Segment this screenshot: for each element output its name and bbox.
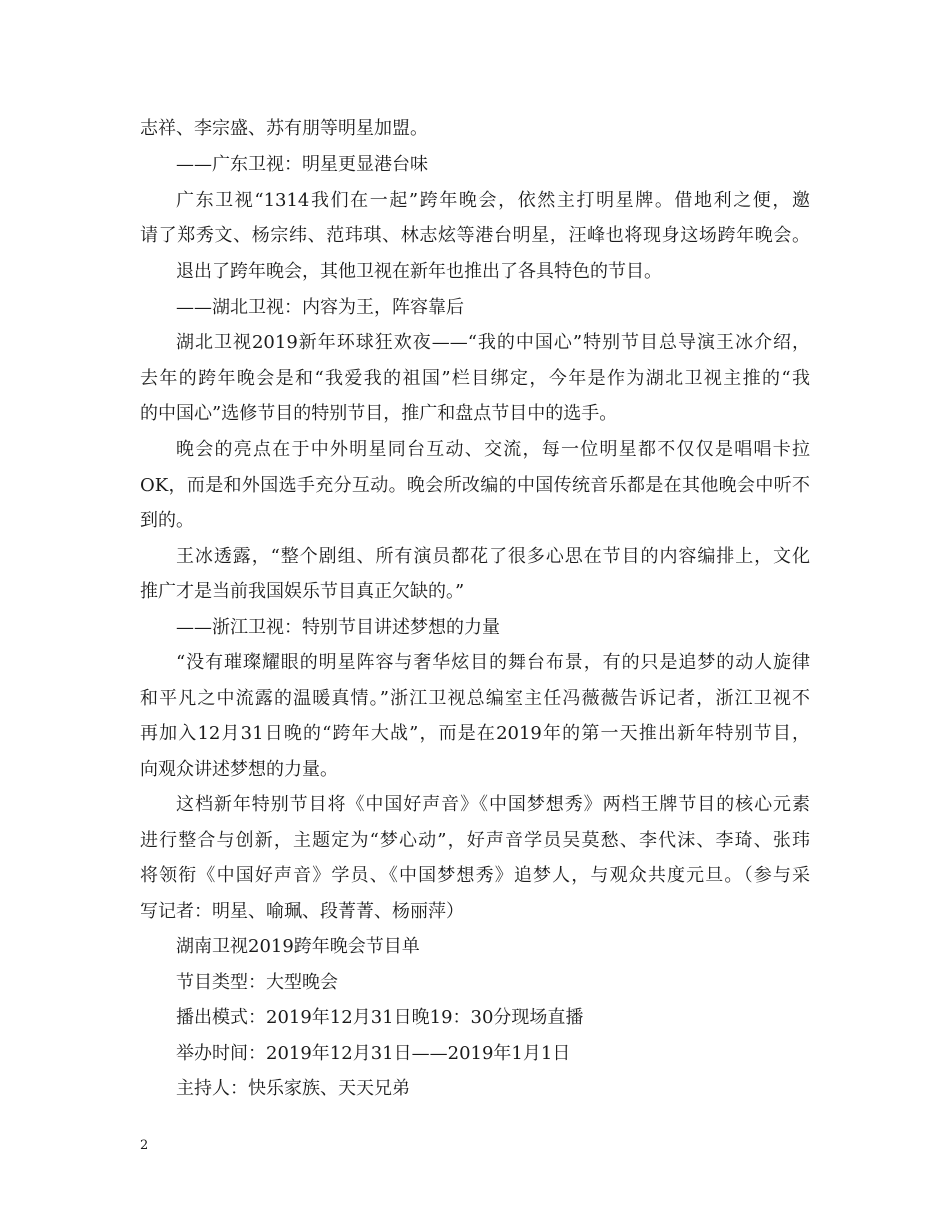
section-heading: ——浙江卫视：特别节目讲述梦想的力量 [176, 617, 500, 638]
program-type: 节目类型：大型晚会 [176, 972, 338, 993]
broadcast-mode: 播出模式：2019年12月31日晚19：30分现场直播 [176, 1007, 584, 1028]
text-line: 的中国心”选修节目的特别节目，推广和盘点节目中的选手。 [140, 403, 618, 424]
text-line: 向观众讲述梦想的力量。 [140, 759, 338, 780]
text-line: 再加入12月31日晚的“跨年大战”，而是在2019年的第一天推出新年特别节目， [140, 723, 810, 744]
text-line: 晚会的亮点在于中外明星同台互动、交流，每一位明星都不仅仅是唱唱卡拉 [176, 439, 810, 460]
text-line: 这档新年特别节目将《中国好声音》《中国梦想秀》两档王牌节目的核心元素 [176, 794, 810, 815]
section-heading: ——湖北卫视：内容为王，阵容靠后 [176, 297, 464, 318]
text-line: 湖北卫视2019新年环球狂欢夜——“我的中国心”特别节目总导演王冰介绍， [176, 332, 810, 353]
text-line: 请了郑秀文、杨宗纬、范玮琪、林志炫等港台明星，汪峰也将现身这场跨年晚会。 [140, 225, 810, 246]
text-line: 到的。 [140, 510, 194, 531]
text-line: OK，而是和外国选手充分互动。晚会所改编的中国传统音乐都是在其他晚会中听不 [140, 475, 810, 496]
text-line: 和平凡之中流露的温暖真情。”浙江卫视总编室主任冯薇薇告诉记者，浙江卫视不 [140, 688, 810, 709]
text-line: 志祥、李宗盛、苏有朋等明星加盟。 [140, 118, 428, 139]
program-list-title: 湖南卫视2019跨年晚会节目单 [176, 936, 420, 957]
text-line: “没有璀璨耀眼的明星阵容与奢华炫目的舞台布景，有的只是追梦的动人旋律 [176, 652, 810, 673]
event-time: 举办时间：2019年12月31日——2019年1月1日 [176, 1043, 571, 1064]
text-line: 推广才是当前我国娱乐节目真正欠缺的。” [140, 581, 465, 602]
page-number: 2 [140, 1138, 149, 1153]
text-line: 将领衔《中国好声音》学员、《中国梦想秀》追梦人，与观众共度元旦。（参与采 [140, 865, 810, 886]
text-line: 王冰透露，“整个剧组、所有演员都花了很多心思在节目的内容编排上，文化 [176, 546, 810, 567]
text-line: 去年的跨年晚会是和“我爱我的祖国”栏目绑定，今年是作为湖北卫视主推的“我 [140, 368, 810, 389]
text-line: 退出了跨年晚会，其他卫视在新年也推出了各具特色的节目。 [176, 261, 662, 282]
text-line: 进行整合与创新，主题定为“梦心动”，好声音学员吴莫愁、李代沫、李琦、张玮 [140, 830, 810, 851]
text-line: 写记者：明星、喻珮、段菁菁、杨丽萍） [140, 901, 464, 922]
text-line: 广东卫视“1314我们在一起”跨年晚会，依然主打明星牌。借地利之便，邀 [176, 190, 810, 211]
section-heading: ——广东卫视：明星更显港台味 [176, 154, 428, 175]
hosts: 主持人：快乐家族、天天兄弟 [176, 1078, 410, 1099]
